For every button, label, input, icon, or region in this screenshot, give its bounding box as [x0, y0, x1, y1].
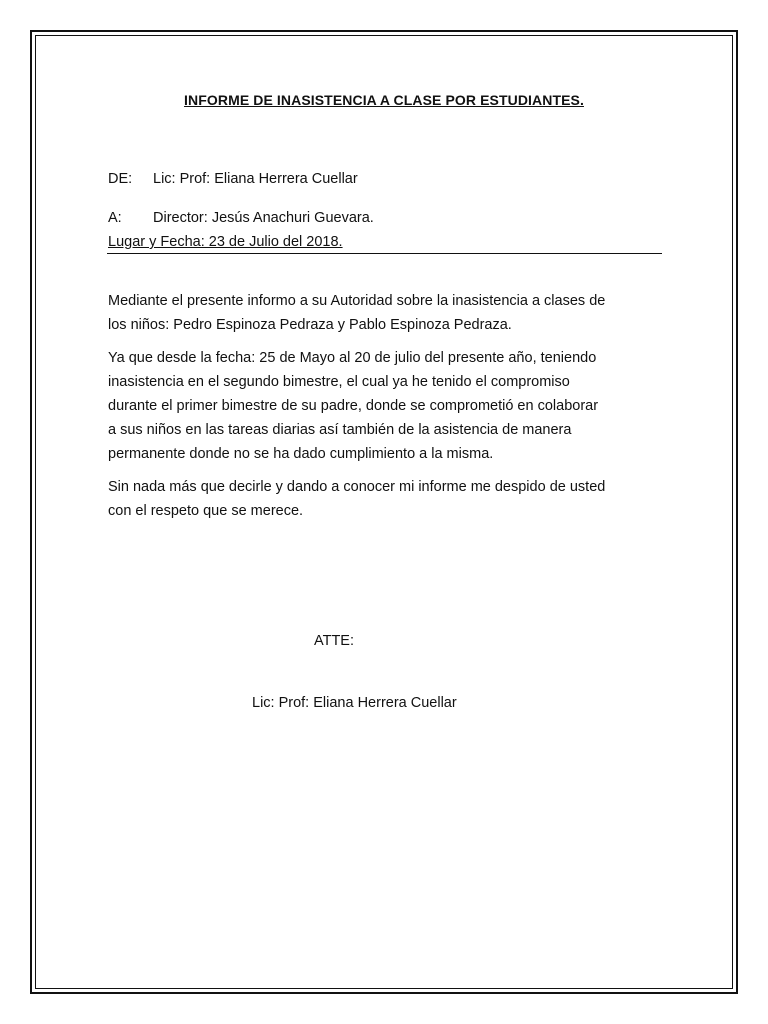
body-paragraph-3: Sin nada más que decirle y dando a conocer mi informe me despido de usted con el respeto que se merece. [108, 479, 606, 519]
to-value: Director: Jesús Anachuri Guevara. [153, 210, 374, 226]
to-line [108, 210, 374, 226]
signature-line: Lic: Prof: Eliana Herrera Cuellar [252, 695, 457, 711]
to-label: A: [108, 210, 122, 226]
from-label: DE: [108, 171, 133, 187]
document-title: INFORME DE INASISTENCIA A CLASE POR ESTUDIANTES. [184, 92, 584, 108]
body-paragraph-2: Ya que desde la fecha: 25 de Mayo al 20 de julio del presente año, teniendo inasistencia en el segundo bimestre, el cual ya he tenido el compromiso durante el primer bimestre de su padre, donde se comprometió en colaborar a sus niños en las tareas diarias así también de la asistencia de manera permanente donde no se ha dado cumplimiento a la misma. [108, 350, 599, 462]
from-value: Lic: Prof: Eliana Herrera Cuellar [153, 171, 358, 187]
place-date-line: Lugar y Fecha: 23 de Julio del 2018. [108, 234, 343, 250]
document-body [108, 289, 678, 532]
header-divider [107, 253, 662, 254]
from-line [108, 171, 358, 187]
closing-salutation: ATTE: [314, 633, 355, 649]
body-paragraph-1: Mediante el presente informo a su Autoridad sobre la inasistencia a clases de los niños: Pedro Espinoza Pedraza y Pablo Espinoza Pedraza. [108, 293, 606, 333]
